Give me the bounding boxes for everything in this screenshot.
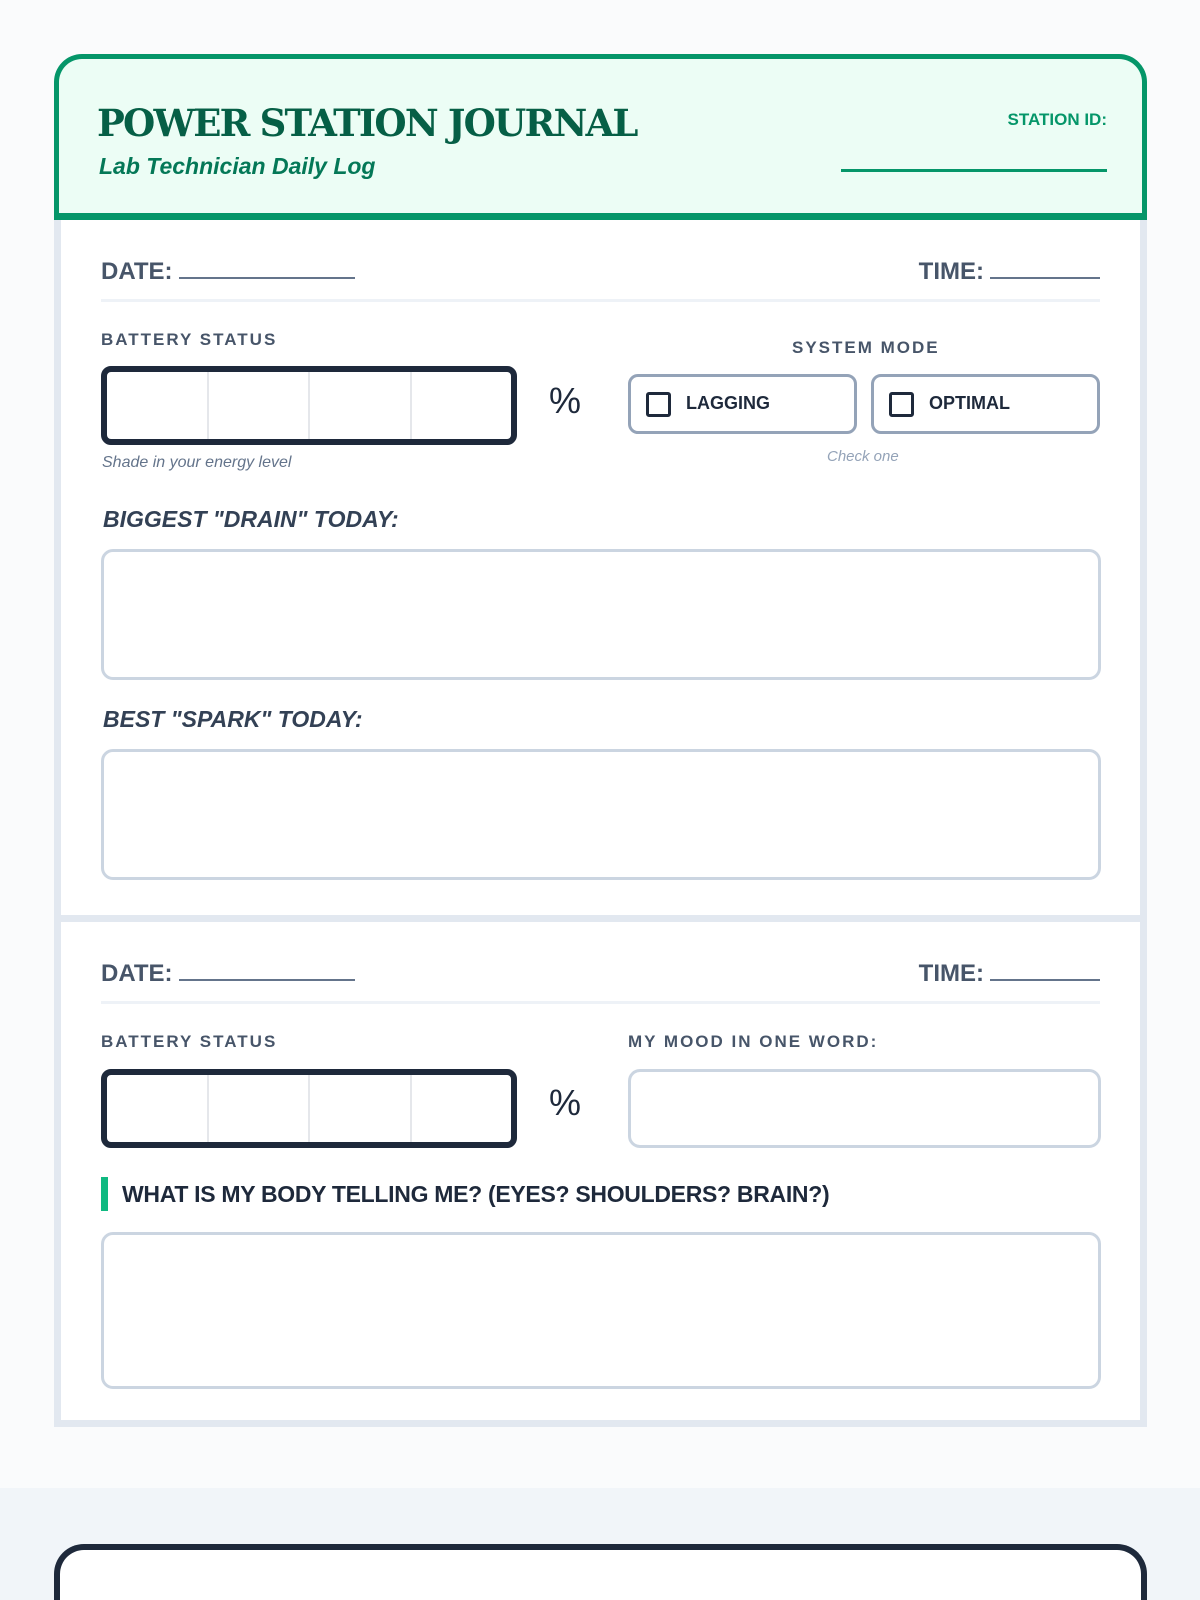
date-label: DATE: — [101, 960, 173, 987]
mode-hint: Check one — [827, 448, 899, 465]
time-label: TIME: — [918, 258, 984, 285]
battery-cell[interactable] — [412, 1075, 512, 1142]
battery-cell[interactable] — [412, 372, 512, 439]
body-question-label: WHAT IS MY BODY TELLING ME? (EYES? SHOULDERS? BRAIN?) — [101, 1177, 829, 1211]
mode-option-label: LAGGING — [686, 393, 770, 413]
mood-answer-box[interactable] — [628, 1069, 1101, 1148]
battery-status-label: BATTERY STATUS — [101, 1032, 278, 1051]
log-entry-2 — [54, 922, 1147, 1427]
battery-cell[interactable] — [310, 372, 412, 439]
mode-option-label: OPTIMAL — [929, 393, 1010, 413]
journal-header — [54, 54, 1147, 220]
checkbox-icon[interactable] — [646, 392, 671, 417]
date-field[interactable] — [101, 258, 355, 286]
mode-option-lagging[interactable] — [628, 374, 857, 434]
spark-answer-box[interactable] — [101, 749, 1101, 880]
date-label: DATE: — [101, 258, 173, 285]
next-page-card — [54, 1544, 1147, 1600]
battery-gauge[interactable] — [101, 366, 517, 445]
date-blank-line[interactable] — [179, 963, 355, 981]
mode-option-optimal[interactable] — [871, 374, 1100, 434]
time-blank-line[interactable] — [990, 963, 1100, 981]
station-id-field[interactable] — [841, 169, 1107, 172]
date-blank-line[interactable] — [179, 261, 355, 279]
battery-cell[interactable] — [310, 1075, 412, 1142]
date-field[interactable] — [101, 960, 355, 988]
body-answer-box[interactable] — [101, 1232, 1101, 1389]
time-blank-line[interactable] — [990, 261, 1100, 279]
spark-label: BEST "SPARK" TODAY: — [103, 706, 363, 732]
log-entry-1 — [54, 220, 1147, 922]
drain-answer-box[interactable] — [101, 549, 1101, 680]
battery-cell[interactable] — [209, 372, 311, 439]
journal-subtitle: Lab Technician Daily Log — [99, 153, 376, 179]
date-time-row — [101, 960, 1100, 1004]
battery-status-label: BATTERY STATUS — [101, 330, 278, 349]
page-gap — [0, 1488, 1200, 1600]
battery-cell[interactable] — [107, 1075, 209, 1142]
station-id-label: STATION ID: — [1007, 110, 1107, 129]
system-mode-label: SYSTEM MODE — [792, 338, 940, 357]
checkbox-icon[interactable] — [889, 392, 914, 417]
mood-label: MY MOOD IN ONE WORD: — [628, 1032, 879, 1051]
journal-title: POWER STATION JOURNAL — [97, 101, 637, 145]
percent-symbol: % — [549, 1082, 582, 1123]
battery-cell[interactable] — [107, 372, 209, 439]
percent-symbol: % — [549, 380, 582, 421]
date-time-row — [101, 258, 1100, 302]
drain-label: BIGGEST "DRAIN" TODAY: — [103, 506, 399, 532]
battery-cell[interactable] — [209, 1075, 311, 1142]
journal-card — [54, 54, 1147, 1427]
time-field[interactable] — [919, 960, 1100, 988]
battery-hint: Shade in your energy level — [102, 454, 292, 471]
battery-gauge[interactable] — [101, 1069, 517, 1148]
time-field[interactable] — [919, 258, 1100, 286]
time-label: TIME: — [918, 960, 984, 987]
